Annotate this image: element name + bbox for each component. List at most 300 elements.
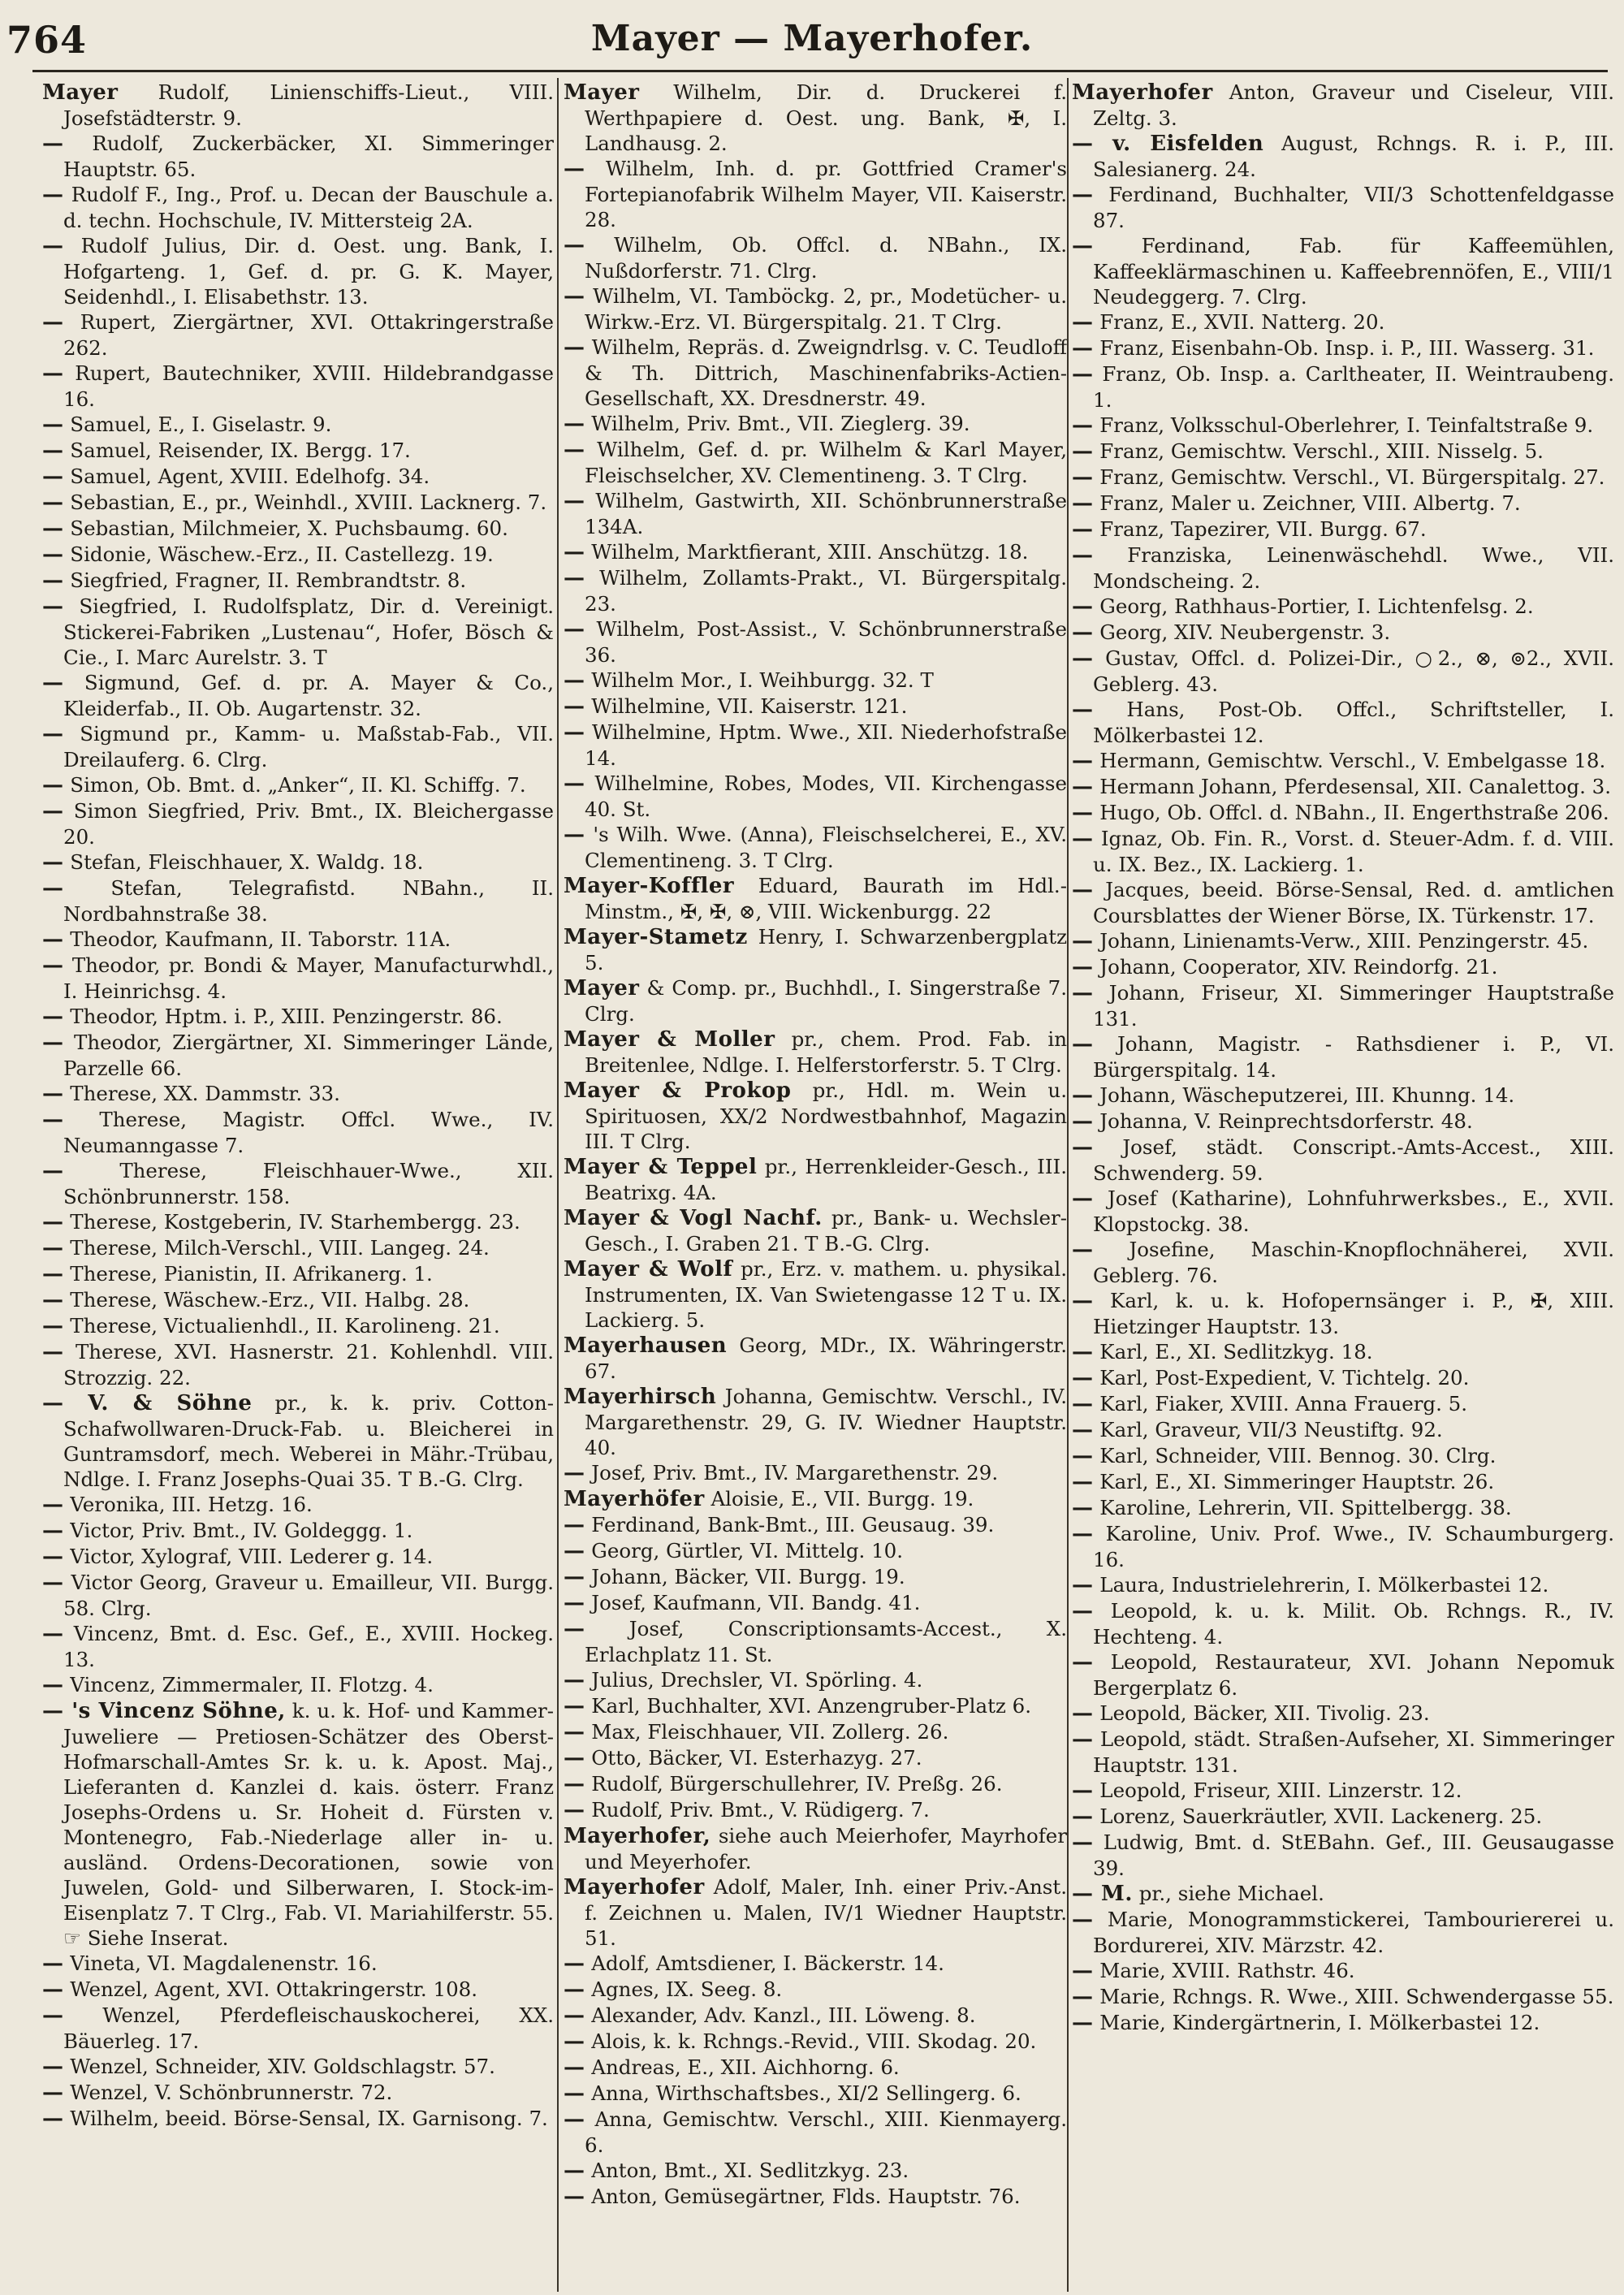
entry-headword: — — [42, 1031, 64, 1055]
directory-entry — [42, 798, 554, 849]
directory-entry — [564, 1693, 1067, 1719]
directory-entry — [564, 1460, 1067, 1486]
entry-text: Jacques, beeid. Börse-Sensal, Red. d. amtlichen Coursblattes der Wiener Börse, IX. Türkenstr. 17. — [1093, 878, 1614, 927]
entry-text: Johann, Bäcker, VII. Burgg. 19. — [591, 1565, 905, 1588]
entry-headword: — 's Vincenz Söhne, — [42, 1699, 286, 1723]
entry-text: Josef, städt. Conscript.-Amts-Accest., XIII. Schwenderg. 59. — [1093, 1135, 1614, 1185]
directory-entry — [42, 1492, 554, 1518]
directory-entry — [564, 539, 1067, 565]
directory-entry — [42, 1672, 554, 1698]
entry-headword: — — [1072, 1366, 1094, 1390]
entry-text: Aloisie, E., VII. Burgg. 19. — [710, 1487, 974, 1511]
directory-entry — [564, 873, 1067, 924]
directory-entry — [1072, 928, 1614, 954]
directory-entry — [1072, 1417, 1614, 1443]
entry-headword: — — [564, 720, 585, 745]
directory-entry — [564, 1205, 1067, 1256]
entry-headword: — — [42, 1210, 64, 1234]
directory-entry — [42, 1004, 554, 1030]
entry-headword: — M. — [1072, 1882, 1133, 1906]
entry-headword: — — [42, 594, 64, 619]
directory-entry — [564, 2184, 1067, 2210]
entry-text: Samuel, Agent, XVIII. Edelhofg. 34. — [70, 465, 430, 488]
entry-text: Franz, Ob. Insp. a. Carltheater, II. Weintraubeng. 1. — [1093, 362, 1614, 412]
directory-entry — [1072, 697, 1614, 748]
directory-entry — [1072, 491, 1614, 516]
directory-entry — [1072, 646, 1614, 697]
entry-headword: — — [42, 1159, 64, 1183]
directory-entry — [1072, 1365, 1614, 1391]
entry-headword: — — [1072, 1599, 1094, 1623]
entry-text: pr., k. k. priv. Cotton-Schafwollwaren-Druck-Fab. u. Bleicherei in Guntramsdorf, mech. Weberei in Mähr.-Trübau, Ndlge. I. Franz Josephs-Quai 35. T B.-G. Clrg. — [63, 1391, 554, 1491]
directory-entry — [564, 1538, 1067, 1564]
entry-headword: — — [42, 1977, 64, 2002]
directory-entry — [1072, 1339, 1614, 1365]
entry-text: pr., Herrenkleider-Gesch., III. Beatrixg. 4A. — [585, 1155, 1067, 1204]
entry-headword: Mayer & Moller — [564, 1027, 775, 1052]
directory-entry — [564, 1512, 1067, 1538]
entry-text: Therese, Kostgeberin, IV. Starhembergg. 23. — [70, 1210, 520, 1234]
directory-entry — [1072, 594, 1614, 620]
entry-text: Josef, Priv. Bmt., IV. Margarethenstr. 29. — [591, 1461, 999, 1485]
directory-entry — [564, 488, 1067, 539]
directory-entry — [564, 2107, 1067, 2158]
page-title: Mayer — Mayerhofer. — [590, 18, 1034, 59]
entry-headword: — — [1072, 1959, 1094, 1983]
entry-text: Adolf, Amtsdiener, I. Bäckerstr. 14. — [591, 1951, 944, 1975]
directory-entry — [1072, 1572, 1614, 1598]
entry-headword: — — [1072, 878, 1094, 902]
entry-text: Ferdinand, Bank-Bmt., III. Geusaug. 39. — [591, 1513, 995, 1536]
entry-text: Adolf, Maler, Inh. einer Priv.-Anst. f. Zeichnen u. Malen, IV/1 Wiedner Hauptstr. 51. — [585, 1875, 1067, 1950]
entry-headword: Mayer & Prokop — [564, 1078, 792, 1103]
directory-entry — [1072, 620, 1614, 646]
entry-text: Wilhelm, Inh. d. pr. Gottfried Cramer's Fortepianofabrik Wilhelm Mayer, VII. Kaiserstr. 28. — [585, 157, 1067, 231]
directory-entry — [42, 1698, 554, 1951]
entry-text: Josef (Katharine), Lohnfuhrwerksbes., E., XVII. Klopstockg. 38. — [1093, 1186, 1614, 1236]
entry-text: Josef, Conscriptionsamts-Accest., X. Erlachplatz 11. St. — [585, 1617, 1067, 1666]
entry-headword: — — [1072, 1830, 1094, 1855]
directory-entry — [564, 2055, 1067, 2081]
entry-headword: — — [42, 1082, 64, 1106]
entry-text: Eduard, Baurath im Hdl.-Minstm., ✠, ✠, ⊗, VIII. Wickenburgg. 22 — [585, 874, 1067, 923]
entry-headword: — v. Eisfelden — [1072, 132, 1264, 156]
entry-headword: — — [564, 438, 585, 462]
directory-entry — [564, 2081, 1067, 2107]
entry-text: Theodor, Ziergärtner, XI. Simmeringer Lände, Parzelle 66. — [63, 1031, 554, 1080]
entry-headword: — — [42, 773, 64, 797]
directory-entry — [1072, 131, 1614, 182]
entry-text: Rudolf F., Ing., Prof. u. Decan der Bauschule a. d. techn. Hochschule, IV. Mittersteig 2A. — [63, 183, 554, 232]
entry-headword: Mayer & Wolf — [564, 1257, 733, 1281]
directory-entry — [42, 464, 554, 490]
entry-text: Theodor, Kaufmann, II. Taborstr. 11A. — [70, 927, 451, 951]
directory-entry — [1072, 542, 1614, 594]
entry-text: Leopold, Bäcker, XII. Tivolig. 23. — [1099, 1701, 1430, 1725]
directory-entry — [1072, 1907, 1614, 1958]
entry-text: Hermann Johann, Pferdesensal, XII. Canalettog. 3. — [1099, 775, 1612, 798]
entry-headword: — — [1072, 981, 1094, 1005]
entry-headword: — — [42, 132, 64, 156]
entry-text: Johanna, V. Reinprechtsdorferstr. 48. — [1099, 1109, 1473, 1133]
directory-entry — [42, 875, 554, 927]
entry-text: Josefine, Maschin-Knopflochnäherei, XVII. Geblerg. 76. — [1093, 1238, 1614, 1287]
entry-text: 's Wilh. Wwe. (Anna), Fleischselcherei, E., XV. Clementineng. 3. T Clrg. — [585, 823, 1067, 872]
directory-entry — [42, 721, 554, 772]
entry-text: Rudolf Julius, Dir. d. Oest. ung. Bank, I. Hofgarteng. 1, Gef. d. pr. G. K. Mayer, Seidenhdl., I. Elisabethstr. 13. — [63, 234, 554, 309]
entry-headword: — — [1072, 749, 1094, 773]
entry-text: Leopold, k. u. k. Milit. Ob. Rchngs. R., IV. Hechteng. 4. — [1093, 1599, 1614, 1649]
entry-text: Karl, E., XI. Sedlitzkyg. 18. — [1099, 1340, 1373, 1364]
entry-text: Wilhelmine, Robes, Modes, VII. Kirchengasse 40. St. — [585, 771, 1067, 821]
entry-headword: — — [1072, 620, 1094, 645]
entry-text: & Comp. pr., Buchhdl., I. Singerstraße 7. Clrg. — [585, 976, 1067, 1026]
directory-entry — [1072, 1469, 1614, 1495]
entry-text: Hermann, Gemischtw. Verschl., V. Embelgasse 18. — [1099, 749, 1606, 772]
directory-entry — [564, 1256, 1067, 1333]
entry-headword: — — [564, 566, 585, 590]
entry-text: siehe auch Meierhofer, Mayrhofer und Meyerhofer. — [585, 1824, 1067, 1874]
directory-entry — [1072, 233, 1614, 309]
entry-headword: — — [42, 2081, 64, 2105]
entry-text: Franz, Eisenbahn-Ob. Insp. i. P., III. Wasserg. 31. — [1099, 336, 1595, 360]
directory-entry — [1072, 1701, 1614, 1727]
directory-entry — [42, 412, 554, 438]
directory-entry — [1072, 1391, 1614, 1417]
entry-headword: Mayer & Teppel — [564, 1155, 758, 1179]
entry-text: pr., siehe Michael. — [1138, 1882, 1324, 1905]
entry-text: Franz, Tapezirer, VII. Burgg. 67. — [1099, 517, 1427, 541]
entry-headword: — — [564, 1746, 585, 1770]
entry-headword: — — [1072, 1032, 1094, 1057]
entry-text: Johann, Cooperator, XIV. Reindorfg. 21. — [1099, 955, 1498, 979]
entry-text: Rudolf, Bürgerschullehrer, IV. Preßg. 26. — [591, 1772, 1003, 1796]
directory-entry — [564, 156, 1067, 232]
entry-headword: — — [42, 234, 64, 258]
entry-headword: — — [42, 2003, 64, 2028]
entry-headword: Mayerhausen — [564, 1333, 728, 1358]
entry-headword: — — [42, 183, 64, 207]
directory-entry — [564, 771, 1067, 822]
directory-entry — [42, 670, 554, 721]
entry-headword: — — [42, 1622, 64, 1646]
directory-entry — [564, 616, 1067, 668]
entry-text: Veronika, III. Hetzg. 16. — [70, 1493, 313, 1516]
directory-entry — [42, 542, 554, 568]
entry-headword: — — [564, 1668, 585, 1692]
entry-text: Karl, Schneider, VIII. Bennog. 30. Clrg. — [1099, 1444, 1497, 1467]
entry-headword: — — [564, 1977, 585, 2002]
entry-text: Marie, Rchngs. R. Wwe., XIII. Schwendergasse 55. — [1099, 1985, 1614, 2008]
entry-headword: Mayer — [42, 80, 119, 105]
entry-headword: — — [564, 1565, 585, 1589]
directory-entry — [1072, 800, 1614, 826]
entry-text: Georg, MDr., IX. Währingerstr. 67. — [585, 1333, 1067, 1383]
entry-headword: — — [1072, 929, 1094, 953]
entry-headword: — — [42, 1005, 64, 1029]
directory-entry — [564, 1719, 1067, 1745]
entry-headword: — — [42, 542, 64, 567]
entry-headword: — — [564, 1591, 585, 1615]
entry-text: Wilhelm, beeid. Börse-Sensal, IX. Garnisong. 7. — [70, 2107, 548, 2130]
directory-entry — [42, 182, 554, 233]
entry-text: Rupert, Ziergärtner, XVI. Ottakringerstraße 262. — [63, 310, 554, 360]
entry-text: Simon Siegfried, Priv. Bmt., IX. Bleichergasse 20. — [63, 799, 554, 849]
entry-headword: — — [1072, 1908, 1094, 1932]
directory-entry — [42, 309, 554, 361]
page-number: 764 — [6, 18, 88, 62]
directory-entry — [42, 490, 554, 516]
entry-text: Alexander, Adv. Kanzl., III. Löweng. 8. — [591, 2003, 976, 2027]
directory-entry — [564, 411, 1067, 437]
header-rule — [32, 70, 1608, 72]
entry-text: Johann, Linienamts-Verw., XIII. Penzingerstr. 45. — [1099, 929, 1589, 953]
directory-entry — [42, 2106, 554, 2132]
entry-text: Agnes, IX. Seeg. 8. — [591, 1977, 783, 2001]
entry-text: Wilhelm, Ob. Offcl. d. NBahn., IX. Nußdorferstr. 71. Clrg. — [585, 233, 1067, 283]
directory-entry — [1072, 877, 1614, 928]
directory-entry — [564, 1616, 1067, 1667]
directory-entry — [564, 565, 1067, 616]
directory-entry — [1072, 1984, 1614, 2010]
column-3 — [1072, 80, 1614, 2290]
entry-headword: — — [1072, 1340, 1094, 1364]
entry-text: Wenzel, Pferdefleischauskocherei, XX. Bäuerleg. 17. — [63, 2003, 554, 2053]
directory-entry — [1072, 361, 1614, 413]
directory-entry — [564, 1745, 1067, 1771]
entry-text: pr., Hdl. m. Wein u. Spirituosen, XX/2 Nordwestbahnhof, Magazin III. T Clrg. — [585, 1078, 1067, 1153]
entry-text: Vineta, VI. Magdalenenstr. 16. — [70, 1951, 378, 1975]
directory-entry — [1072, 1804, 1614, 1830]
entry-text: k. u. k. Hof- und Kammer-Juweliere — Pretiosen-Schätzer des Oberst-Hofmarschall-Amtes Sr. k. u. k. Apost. Maj., Lieferanten d. Kanzlei d. kais. österr. Franz Josephs-Ordens u. Sr. Hoheit d. Fürsten v. Montenegro, Fab.-Niederlage aller in- u. ausländ. Ordens-Decorationen, sowie von Juwelen, Gold- und Silberwaren, I. Stock-im-Eisenplatz 7. T Clrg., Fab. VI. Mariahilferstr. 55. ☞ Siehe Inserat. — [63, 1699, 554, 1950]
directory-entry — [42, 2080, 554, 2106]
entry-text: Max, Fleischhauer, VII. Zollerg. 26. — [591, 1720, 949, 1744]
directory-entry — [1072, 1598, 1614, 1649]
column-2 — [564, 80, 1067, 2290]
entry-headword: — — [42, 799, 64, 823]
entry-headword: — — [564, 335, 585, 360]
directory-entry — [1072, 413, 1614, 439]
directory-entry — [42, 772, 554, 798]
directory-entry — [1072, 1083, 1614, 1109]
entry-headword: — — [564, 2159, 585, 2183]
entry-text: Samuel, E., I. Giselastr. 9. — [70, 413, 332, 436]
entry-text: Julius, Drechsler, VI. Spörling. 4. — [591, 1668, 923, 1692]
directory-entry — [1072, 1186, 1614, 1237]
entry-headword: — — [42, 1571, 64, 1595]
entry-text: Franz, Gemischtw. Verschl., XIII. Nisselg. 5. — [1099, 439, 1544, 463]
directory-entry — [564, 822, 1067, 873]
entry-headword: — — [564, 2029, 585, 2054]
entry-text: Wilhelm, Gef. d. pr. Wilhelm & Karl Mayer, Fleischselcher, XV. Clementineng. 3. T Clrg. — [585, 438, 1067, 487]
entry-headword: Mayer-Stametz — [564, 925, 748, 949]
directory-entry — [564, 283, 1067, 335]
entry-headword: — — [564, 1461, 585, 1485]
entry-text: Georg, Rathhaus-Portier, I. Lichtenfelsg. 2. — [1099, 594, 1534, 618]
directory-entry — [42, 1951, 554, 1977]
entry-text: Vincenz, Bmt. d. Esc. Gef., E., XVIII. Hockeg. 13. — [63, 1622, 554, 1671]
directory-entry — [564, 232, 1067, 283]
entry-headword: — — [564, 412, 585, 436]
directory-entry — [42, 1570, 554, 1621]
entry-headword: — — [1072, 955, 1094, 979]
entry-headword: — — [1072, 1186, 1094, 1211]
entry-headword: — — [42, 1340, 64, 1364]
entry-text: Georg, Gürtler, VI. Mittelg. 10. — [591, 1539, 904, 1562]
entry-headword: — — [564, 668, 585, 693]
entry-headword: Mayerhofer — [1072, 80, 1213, 105]
directory-entry — [42, 1621, 554, 1672]
directory-entry — [1072, 1727, 1614, 1778]
entry-headword: — — [42, 1519, 64, 1543]
entry-headword: — — [1072, 1650, 1094, 1675]
directory-entry — [564, 1590, 1067, 1616]
directory-entry — [42, 361, 554, 412]
entry-text: Leopold, Restaurateur, XVI. Johann Nepomuk Bergerplatz 6. — [1093, 1650, 1614, 1700]
entry-text: Wilhelm, Zollamts-Prakt., VI. Bürgerspitalg. 23. — [585, 566, 1067, 616]
entry-headword: — — [1072, 1135, 1094, 1160]
entry-headword: Mayer & Vogl Nachf. — [564, 1206, 823, 1230]
directory-entry — [42, 2054, 554, 2080]
directory-entry — [1072, 1443, 1614, 1469]
column-divider — [557, 78, 559, 2292]
entry-text: Franziska, Leinenwäschehdl. Wwe., VII. Mondscheing. 2. — [1093, 543, 1614, 593]
entry-text: Sebastian, Milchmeier, X. Puchsbaumg. 60. — [70, 516, 508, 540]
entry-headword: — — [42, 722, 64, 746]
entry-text: August, Rchngs. R. i. P., III. Salesianerg. 24. — [1093, 132, 1614, 181]
entry-headword: — — [42, 568, 64, 593]
entry-text: Henry, I. Schwarzenbergplatz 5. — [585, 925, 1067, 975]
entry-headword: — — [564, 2003, 585, 2028]
entry-text: Anna, Gemischtw. Verschl., XIII. Kienmayerg. 6. — [585, 2107, 1067, 2157]
entry-text: Sigmund, Gef. d. pr. A. Mayer & Co., Kleiderfab., II. Ob. Augartenstr. 32. — [63, 671, 554, 720]
directory-entry — [564, 437, 1067, 488]
entry-headword: — — [1072, 1083, 1094, 1108]
directory-entry — [42, 953, 554, 1004]
directory-entry — [42, 131, 554, 182]
entry-headword: — — [42, 2107, 64, 2131]
entry-text: Wilhelmine, Hptm. Wwe., XII. Niederhofstraße 14. — [585, 720, 1067, 770]
entry-text: Karl, E., XI. Simmeringer Hauptstr. 26. — [1099, 1470, 1495, 1493]
entry-headword: — V. & Söhne — [42, 1391, 253, 1415]
entry-text: Ferdinand, Buchhalter, VII/3 Schottenfeldgasse 87. — [1093, 183, 1614, 232]
directory-entry — [1072, 1649, 1614, 1701]
entry-text: Franz, E., XVII. Natterg. 20. — [1099, 310, 1385, 334]
directory-entry — [42, 849, 554, 875]
entry-text: Marie, XVIII. Rathstr. 46. — [1099, 1959, 1355, 1982]
entry-headword: — — [1072, 1238, 1094, 1262]
entry-text: Alois, k. k. Rchngs.-Revid., VIII. Skodag. 20. — [591, 2029, 1037, 2053]
entry-headword: — — [1072, 1701, 1094, 1726]
entry-headword: — — [1072, 775, 1094, 799]
entry-headword: — — [564, 694, 585, 719]
entry-headword: — — [42, 671, 64, 695]
entry-headword: — — [564, 2107, 585, 2132]
entry-headword: — — [42, 310, 64, 335]
directory-entry — [564, 975, 1067, 1026]
entry-text: Ferdinand, Fab. für Kaffeemühlen, Kaffeeklärmaschinen u. Kaffeebrennöfen, E., VIII/1 Neudeggerg. 7. Clrg. — [1093, 234, 1614, 309]
entry-text: Laura, Industrielehrerin, I. Mölkerbastei 12. — [1099, 1573, 1549, 1597]
entry-text: Rudolf, Priv. Bmt., V. Rüdigerg. 7. — [591, 1798, 930, 1822]
entry-headword: — — [1072, 1444, 1094, 1468]
directory-entry — [1072, 1135, 1614, 1186]
entry-headword: Mayerhofer — [564, 1875, 705, 1900]
entry-headword: — — [564, 2185, 585, 2209]
directory-entry — [42, 1544, 554, 1570]
entry-text: Victor, Priv. Bmt., IV. Goldeggg. 1. — [70, 1519, 413, 1542]
entry-text: Franz, Gemischtw. Verschl., VI. Bürgerspitalg. 27. — [1099, 465, 1605, 489]
entry-headword: — — [1072, 1522, 1094, 1546]
entry-headword: Mayer — [564, 80, 640, 105]
entry-headword: — — [1072, 413, 1094, 438]
directory-entry — [1072, 980, 1614, 1031]
entry-text: Wenzel, Schneider, XIV. Goldschlagstr. 57. — [70, 2055, 495, 2078]
directory-entry — [42, 568, 554, 594]
entry-text: Therese, Wäschew.-Erz., VII. Halbg. 28. — [70, 1288, 470, 1312]
directory-entry — [42, 1235, 554, 1261]
directory-entry — [1072, 439, 1614, 465]
directory-entry — [42, 1158, 554, 1209]
entry-text: Karl, Post-Expedient, V. Tichtelg. 20. — [1099, 1366, 1470, 1390]
entry-headword: — — [1072, 801, 1094, 825]
entry-text: Andreas, E., XII. Aichhorng. 6. — [591, 2055, 900, 2079]
entry-headword: — — [1072, 1727, 1094, 1752]
column-divider — [1067, 78, 1069, 2292]
entry-text: Josef, Kaufmann, VII. Bandg. 41. — [591, 1591, 921, 1614]
entry-text: Siegfried, Fragner, II. Rembrandtstr. 8. — [70, 568, 467, 592]
entry-headword: — — [1072, 698, 1094, 722]
entry-headword: — — [1072, 543, 1094, 568]
entry-text: Leopold, städt. Straßen-Aufseher, XI. Simmeringer Hauptstr. 131. — [1093, 1727, 1614, 1777]
directory-entry — [1072, 1881, 1614, 1907]
entry-headword: — — [564, 617, 585, 642]
entry-text: Wilhelm, Repräs. d. Zweigndrlsg. v. C. Teudloff & Th. Dittrich, Maschinenfabriks-Actien-Gesellschaft, XX. Dresdnerstr. 49. — [585, 335, 1067, 410]
entry-text: Theodor, pr. Bondi & Mayer, Manufacturwhdl., I. Heinrichsg. 4. — [63, 953, 554, 1003]
directory-entry — [42, 927, 554, 953]
entry-text: Victor, Xylograf, VIII. Lederer g. 14. — [70, 1545, 434, 1568]
directory-entry — [564, 1026, 1067, 1078]
directory-entry — [564, 720, 1067, 771]
entry-text: Therese, Pianistin, II. Afrikanerg. 1. — [70, 1262, 433, 1286]
directory-entry — [1072, 826, 1614, 877]
entry-headword: — — [564, 1772, 585, 1796]
directory-entry — [1072, 1031, 1614, 1083]
directory-entry — [564, 1384, 1067, 1460]
entry-headword: — — [1072, 465, 1094, 490]
directory-entry — [42, 80, 554, 131]
entry-headword: — — [42, 1545, 64, 1569]
entry-text: Marie, Monogrammstickerei, Tambouriererei u. Bordurerei, XIV. Märzstr. 42. — [1093, 1908, 1614, 1957]
directory-entry — [564, 1874, 1067, 1951]
entry-text: Therese, XX. Dammstr. 33. — [70, 1082, 340, 1105]
entry-headword: — — [42, 1493, 64, 1517]
directory-entry — [1072, 1778, 1614, 1804]
entry-text: Anton, Graveur und Ciseleur, VIII. Zeltg. 3. — [1093, 80, 1614, 130]
entry-text: Wilhelm, VI. Tamböckg. 2, pr., Modetücher- u. Wirkw.-Erz. VI. Bürgerspitalg. 21. T Clrg. — [585, 284, 1067, 334]
entry-headword: — — [1072, 183, 1094, 207]
entry-headword: — — [1072, 2011, 1094, 2035]
directory-entry — [42, 2003, 554, 2054]
entry-headword: — — [1072, 646, 1094, 671]
entry-headword: — — [42, 876, 64, 901]
entry-text: Marie, Kindergärtnerin, I. Mölkerbastei 12. — [1099, 2011, 1540, 2034]
entry-text: Therese, Milch-Verschl., VIII. Langeg. 24. — [70, 1236, 490, 1260]
directory-entry — [1072, 1288, 1614, 1339]
entry-headword: Mayerhofer, — [564, 1824, 711, 1848]
entry-headword: — — [42, 361, 64, 386]
directory-entry — [564, 1823, 1067, 1874]
entry-text: Simon, Ob. Bmt. d. „Anker“, II. Kl. Schiffg. 7. — [70, 773, 526, 797]
